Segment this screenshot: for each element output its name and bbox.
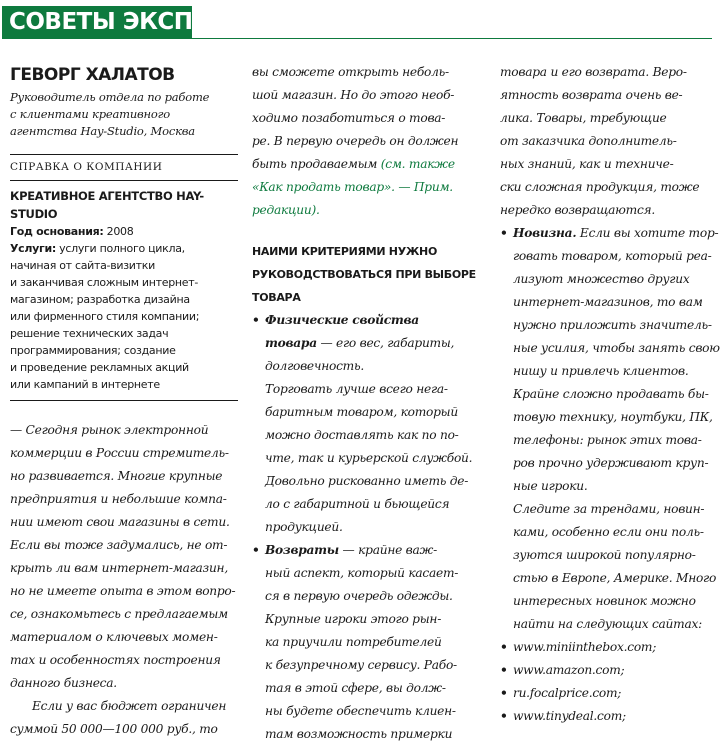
section-header xyxy=(0,0,726,52)
intro-paragraph: — Сегодня рынок электронной коммерции в России стремитель- но развивается. Многие крупные предприятия и небольшие компа- нии имеют свои магазины в сети. Если вы тоже задумались, не от- крыть ли вам интернет-магазин, но не имеете опыта в этом вопро- се, ознакомьтесь с предлагаемым материалом о ключевых момен- тах и особенностях построения данного бизнеса. Если у вас бюджет ограничен суммой 50 000—100 000 руб., то xyxy=(10,423,236,736)
section-title: СОВЕТЫ ЭКСПЕРТА xyxy=(9,9,257,35)
editor-note: редакции). xyxy=(252,203,320,217)
column-1 xyxy=(10,60,238,741)
services-line: и заканчивая сложным интернет- xyxy=(10,276,199,289)
bullet-icon: • xyxy=(500,663,508,677)
founded-line: Год основания: 2008 xyxy=(10,225,134,238)
paragraph: вы сможете открыть неболь- шой магазин. Но до этого необ- ходимо позаботиться о това- ре. В первую очередь он должен быть продаваемым (см. также «Как продать товар». — Прим. редакции). xyxy=(252,61,484,222)
author-role: Руководитель отдела по работе с клиентами креативного агентства Hay-Studio, Москва xyxy=(10,90,210,138)
services-line: Услуги: услуги полного цикла, xyxy=(10,242,185,255)
site-list-item[interactable] xyxy=(500,659,718,682)
site-link[interactable]: www.amazon.com; xyxy=(513,663,625,677)
bullet-icon: • xyxy=(500,686,508,700)
services-line: программирования; создание xyxy=(10,344,176,357)
services-line: или кампаний в интернете xyxy=(10,378,160,391)
bullet-item: • Новизна. Если вы хотите тор- говать товаром, который реа- лизуют множество других интернет-магазинов, то вам нужно приложить значитель- ные усилия, чтобы занять свою нишу и привлечь клиентов. Крайне сложно продавать бы- товую технику, ноутбуки, ПК, телефоны: рынок этих това- ров прочно удерживают круп- ные игроки. Следите за трендами, новин- ками, особенно если они поль- зуются широкой популярно- стью в Европе, Америке. Много интересных новинок можно найти на следующих сайтах: • www.miniinthebox.com; • www.amazon.com; • ru.focalprice.com; • www.tinydeal.com; xyxy=(500,222,718,728)
criteria-subheading: НАИМИ КРИТЕРИЯМИ НУЖНО РУКОВОДСТВОВАТЬСЯ ПРИ ВЫБОРЕ ТОВАРА xyxy=(252,245,476,304)
bullet-icon: • xyxy=(252,543,260,557)
company-info-heading: СПРАВКА О КОМПАНИИ xyxy=(10,154,238,174)
services-line: или фирменного стиля компании; xyxy=(10,310,200,323)
site-link[interactable]: www.tinydeal.com; xyxy=(513,709,626,723)
author-name: ГЕВОРГ ХАЛАТОВ xyxy=(10,65,175,85)
services-line: начиная от сайта-визитки xyxy=(10,259,155,272)
column-3 xyxy=(500,60,718,728)
bullet-icon: • xyxy=(252,313,260,327)
paragraph: товара и его возврата. Веро- ятность возврата очень ве- лика. Товары, требующие от заказчика дополнитель- ных знаний, как и техниче- ски сложная продукция, тоже нередко возвращаются. xyxy=(500,65,700,217)
services-line: магазином; разработка дизайна xyxy=(10,293,190,306)
company-name: КРЕАТИВНОЕ АГЕНТСТВО HAY-STUDIO xyxy=(10,189,204,221)
services-line: и проведение рекламных акций xyxy=(10,361,189,374)
editor-note: (см. также xyxy=(380,157,455,171)
divider xyxy=(10,180,238,181)
bullet-icon: • xyxy=(500,640,508,654)
column-2 xyxy=(252,60,484,742)
site-link[interactable]: ru.focalprice.com; xyxy=(513,686,622,700)
editor-note: «Как продать товар». — Прим. xyxy=(252,180,453,194)
bullet-icon: • xyxy=(500,226,508,240)
bullet-item: • Физические свойства товара — его вес, габариты, долговечность. Торговать лучше всего нега- баритным товаром, который можно доставлять как по по- чте, так и курьерской службой. Довольно рискованно иметь де- ло с габаритной и бьющейся продукцией. • Возвраты — крайне важ- ный аспект, который касает- ся в первую очередь одежды. Крупные игроки этого рын- ка приучили потребителей к безупречному сервису. Рабо- тая в этой сфере, вы долж- ны будете обеспечить клиен- там возможность примерки xyxy=(252,309,484,742)
services-line: решение технических задач xyxy=(10,327,169,340)
site-link[interactable]: www.miniinthebox.com; xyxy=(513,640,657,654)
site-list-item[interactable] xyxy=(500,636,718,659)
divider xyxy=(10,400,238,401)
site-list-item[interactable] xyxy=(500,705,718,728)
header-rule xyxy=(192,38,712,39)
site-list-item[interactable] xyxy=(500,682,718,705)
bullet-icon: • xyxy=(500,709,508,723)
